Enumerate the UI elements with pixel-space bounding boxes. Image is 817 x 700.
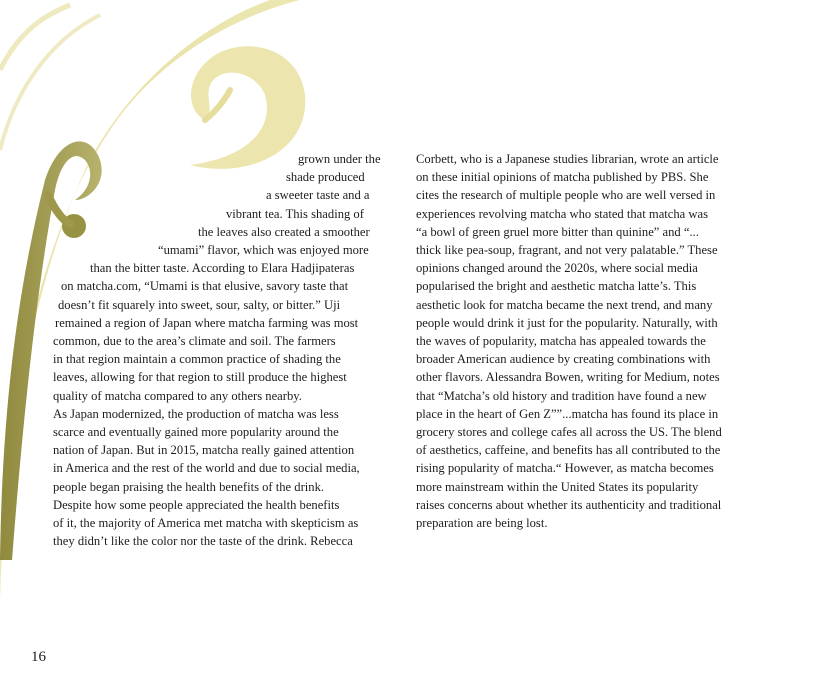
- text-line: more mainstream within the United States its popularity: [416, 479, 699, 494]
- text-line: people would drink it just for the popularity. Naturally, with: [416, 315, 718, 330]
- text-line: that “Matcha’s old history and tradition have found a new: [416, 388, 707, 403]
- text-line: people began praising the health benefits of the drink.: [53, 479, 325, 494]
- text-line: of aesthetics, caffeine, and benefits has all contributed to the: [416, 443, 721, 458]
- text-line: Despite how some people appreciated the health benefits: [53, 497, 340, 512]
- text-line: in that region maintain a common practice of shading the: [53, 352, 341, 367]
- page-number: 16: [31, 649, 46, 665]
- text-line: vibrant tea. This shading of: [226, 206, 364, 221]
- text-line: doesn’t fit squarely into sweet, sour, salty, or bitter.” Uji: [58, 297, 341, 312]
- text-line: cites the research of multiple people who are well versed in: [416, 188, 716, 203]
- text-line: “umami” flavor, which was enjoyed more: [158, 243, 369, 258]
- text-line: place in the heart of Gen Z””...matcha has found its place in: [416, 406, 719, 421]
- text-line: remained a region of Japan where matcha farming was most: [55, 315, 359, 330]
- text-line: preparation are being lost.: [416, 516, 548, 531]
- text-line: “a bowl of green gruel more bitter than quinine” and “...: [416, 224, 699, 239]
- text-line: scarce and eventually gained more popularity around the: [53, 425, 339, 440]
- text-line: a sweeter taste and a: [266, 188, 370, 203]
- text-line: rising popularity of matcha.“ However, as matcha becomes: [416, 461, 714, 476]
- text-line: common, due to the area’s climate and soil. The farmers: [53, 334, 336, 349]
- text-line: the leaves also created a smoother: [198, 224, 370, 239]
- text-line: As Japan modernized, the production of matcha was less: [53, 406, 339, 421]
- text-line: in America and the rest of the world and due to social media,: [53, 461, 360, 476]
- text-line: thick like pea-soup, fragrant, and not very palatable.” These: [416, 243, 718, 258]
- article-column-left: [40, 150, 400, 550]
- text-line: opinions changed around the 2020s, where social media: [416, 261, 698, 276]
- text-line: they didn’t like the color nor the taste of the drink. Rebecca: [53, 534, 353, 549]
- text-line: than the bitter taste. According to Elara Hadjipateras: [90, 261, 355, 276]
- text-line: aesthetic look for matcha became the next trend, and many: [416, 297, 713, 312]
- text-line: shade produced: [286, 170, 365, 185]
- text-line: other flavors. Alessandra Bowen, writing for Medium, notes: [416, 370, 720, 385]
- text-line: Corbett, who is a Japanese studies librarian, wrote an article: [416, 152, 719, 166]
- text-line: quality of matcha compared to any others nearby.: [53, 388, 302, 403]
- text-line: of it, the majority of America met matcha with skepticism as: [53, 516, 359, 531]
- text-line: broader American audience by creating combinations with: [416, 352, 711, 367]
- text-line: the waves of popularity, matcha has appealed towards the: [416, 334, 706, 349]
- article-column-right: [416, 150, 776, 532]
- text-line: on these initial opinions of matcha published by PBS. She: [416, 170, 709, 185]
- text-line: grocery stores and college cafes all across the US. The blend: [416, 425, 722, 440]
- text-line: on matcha.com, “Umami is that elusive, savory taste that: [61, 279, 349, 294]
- text-line: raises concerns about whether its authenticity and traditional: [416, 497, 722, 512]
- text-line: experiences revolving matcha who stated that matcha was: [416, 206, 708, 221]
- text-line: leaves, allowing for that region to still produce the highest: [53, 370, 347, 385]
- text-line: popularised the bright and aesthetic matcha latte’s. This: [416, 279, 697, 294]
- text-line: grown under the: [298, 152, 381, 166]
- text-line: nation of Japan. But in 2015, matcha really gained attention: [53, 443, 355, 458]
